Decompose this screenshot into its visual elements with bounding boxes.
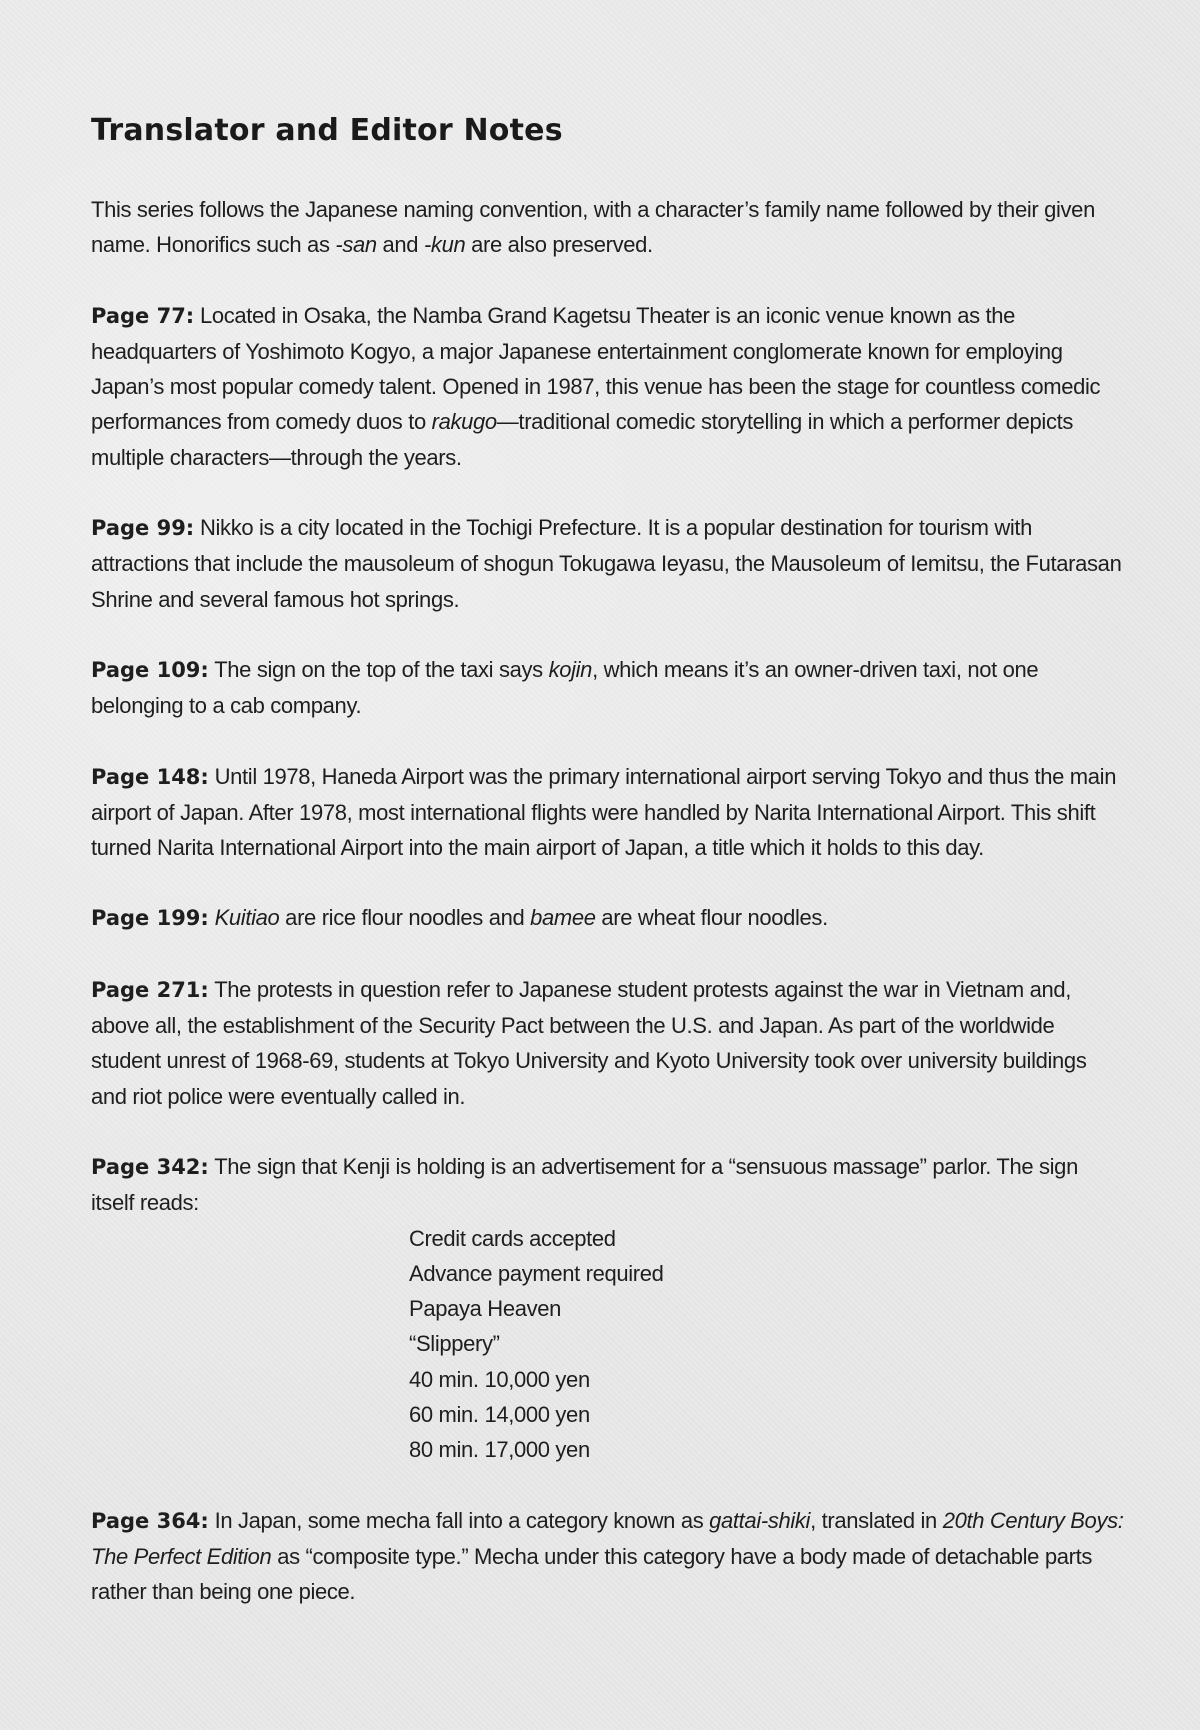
note-text: Until 1978, Haneda Airport was the primary international airport serving Tokyo and thus the main airport of Japan. After 1978, most international flights were handled by Narita International Airport. This shift turned Narita International Airport into the main airport of Japan, a title which it holds to this day. bbox=[91, 763, 1117, 861]
intro-text: This series follows the Japanese naming convention, with a character’s family name followed by their given name. Honorifics such as bbox=[91, 197, 1095, 258]
page-reference: Page 271: bbox=[91, 977, 209, 1002]
note-text: , translated in bbox=[810, 1507, 943, 1533]
note-page-199 bbox=[91, 900, 1126, 936]
note-page-342 bbox=[91, 1149, 1126, 1468]
intro-text: are also preserved. bbox=[465, 232, 653, 258]
sign-line: 60 min. 14,000 yen bbox=[409, 1402, 590, 1428]
note-text: are wheat flour noodles. bbox=[595, 905, 828, 931]
sign-line: 40 min. 10,000 yen bbox=[409, 1366, 590, 1392]
note-text: , which means it’s an owner-driven taxi, not one belonging to a cab company. bbox=[91, 656, 1039, 719]
note-text: Nikko is a city located in the Tochigi Prefecture. It is a popular destination for tourism with attractions that include the mausoleum of shogun Tokugawa Ieyasu, the Mausoleum of Iemitsu, the Futarasan Shrine and several famous hot springs. bbox=[91, 515, 1122, 612]
intro-paragraph bbox=[91, 192, 1126, 263]
sign-line: “Slippery” bbox=[409, 1331, 500, 1357]
intro-text: and bbox=[376, 232, 424, 258]
note-page-109 bbox=[91, 652, 1126, 724]
note-italic: kojin bbox=[548, 656, 593, 682]
page-reference: Page 77: bbox=[91, 303, 195, 328]
note-page-364 bbox=[91, 1503, 1126, 1610]
intro-italic-san: -san bbox=[335, 232, 377, 258]
note-page-77 bbox=[91, 298, 1126, 475]
note-text: The sign on the top of the taxi says bbox=[208, 656, 549, 682]
sign-line: 80 min. 17,000 yen bbox=[409, 1437, 590, 1463]
page-reference: Page 148: bbox=[91, 764, 209, 789]
note-italic: Kuitiao bbox=[214, 905, 280, 931]
note-text: Located in Osaka, the Namba Grand Kagetsu Theater is an iconic venue known as the headquarters of Yoshimoto Kogyo, a major Japanese entertainment conglomerate known for employing Japan’s most popular comedy talent. Opened in 1987, this venue has been the stage for countless comedic performances from comedy duos to bbox=[91, 302, 1101, 435]
page-reference: Page 99: bbox=[91, 516, 195, 541]
note-text: In Japan, some mecha fall into a category known as bbox=[208, 1507, 710, 1533]
sign-line: Advance payment required bbox=[409, 1260, 664, 1286]
intro-italic-kun: -kun bbox=[423, 232, 466, 258]
note-text: —traditional comedic storytelling in which a performer depicts multiple characters—through the years. bbox=[91, 409, 1074, 470]
page-reference: Page 109: bbox=[91, 657, 209, 682]
note-italic: bamee bbox=[530, 905, 596, 931]
note-page-271 bbox=[91, 972, 1126, 1114]
note-text: The protests in question refer to Japanese student protests against the war in Vietnam and, above all, the establishment of the Security Pact between the U.S. and Japan. As part of the worldwide student unrest of 1968-69, students at Tokyo University and Kyoto University took over university buildings and riot police were eventually called in. bbox=[91, 976, 1087, 1109]
page-reference: Page 364: bbox=[91, 1508, 209, 1533]
note-italic: 20th Century Boys: The Perfect Edition bbox=[91, 1507, 1124, 1569]
note-text: are rice flour noodles and bbox=[279, 905, 531, 931]
page-reference: Page 199: bbox=[91, 906, 209, 931]
note-italic: gattai-shiki bbox=[709, 1507, 811, 1533]
page-title: Translator and Editor Notes bbox=[91, 113, 563, 148]
sign-line: Papaya Heaven bbox=[409, 1296, 562, 1322]
sign-line: Credit cards accepted bbox=[409, 1225, 616, 1251]
notes-page bbox=[91, 113, 1126, 1645]
note-page-99 bbox=[91, 510, 1126, 617]
note-italic: rakugo bbox=[431, 409, 497, 435]
note-text: The sign that Kenji is holding is an advertisement for a “sensuous massage” parlor. The sign itself reads: bbox=[91, 1153, 1078, 1216]
note-page-148 bbox=[91, 759, 1126, 866]
note-text: as “composite type.” Mecha under this category have a body made of detachable parts rather than being one piece. bbox=[91, 1543, 1092, 1605]
page-reference: Page 342: bbox=[91, 1154, 209, 1179]
sign-text-list bbox=[91, 1221, 1126, 1468]
